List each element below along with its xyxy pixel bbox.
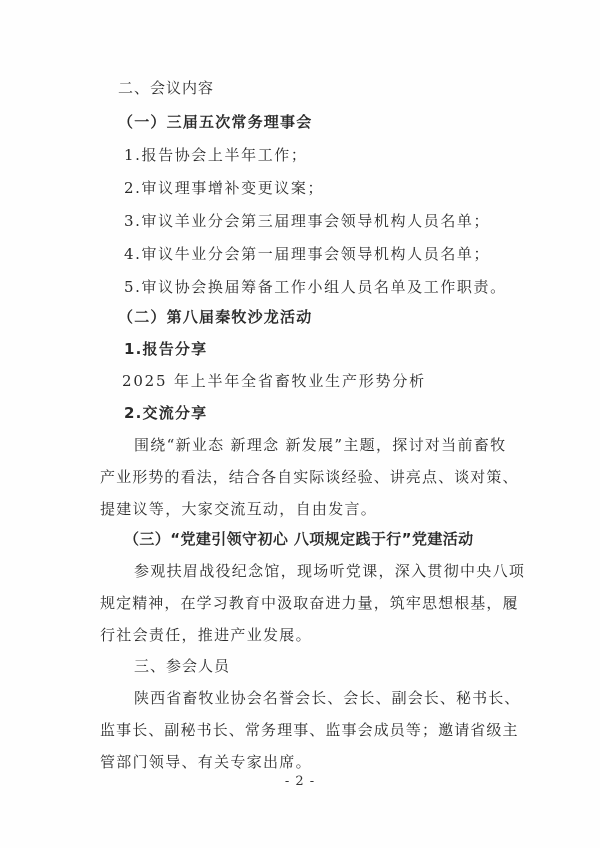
exchange-paragraph-line-1: 围绕“新业态 新理念 新发展”主题，探讨对当前畜牧: [134, 436, 507, 454]
agenda-item-1: 1.报告协会上半年工作；: [124, 146, 308, 164]
agenda-item-4: 4.审议牛业分会第一届理事会领导机构人员名单；: [124, 245, 491, 263]
subsection-heading-standing-council: （一）三届五次常务理事会: [118, 113, 313, 131]
agenda-item-3: 3.审议羊业分会第三届理事会领导机构人员名单；: [124, 212, 491, 230]
agenda-item-5: 5.审议协会换届筹备工作小组人员名单及工作职责。: [124, 278, 507, 296]
report-sharing-heading: 1.报告分享: [124, 340, 208, 358]
page-number: - 2 -: [284, 774, 316, 789]
report-title: 2025 年上半年全省畜牧业生产形势分析: [122, 372, 426, 390]
party-activity-line-3: 行社会责任，推进产业发展。: [100, 626, 312, 644]
section-heading-attendees: 三、参会人员: [134, 657, 231, 675]
agenda-item-2: 2.审议理事增补变更议案；: [124, 179, 325, 197]
section-heading-meeting-content: 二、会议内容: [118, 79, 215, 97]
attendees-line-3: 管部门领导、有关专家出席。: [100, 753, 312, 771]
party-activity-line-2: 规定精神，在学习教育中汲取奋进力量，筑牢思想根基，履: [100, 594, 519, 612]
party-activity-line-1: 参观扶眉战役纪念馆，现场听党课，深入贯彻中央八项: [134, 562, 526, 580]
attendees-line-1: 陕西省畜牧业协会名誉会长、会长、副会长、秘书长、: [134, 689, 521, 707]
exchange-paragraph-line-3: 提建议等，大家交流互动，自由发言。: [100, 500, 378, 518]
exchange-sharing-heading: 2.交流分享: [124, 404, 208, 422]
subsection-heading-salon: （二）第八届秦牧沙龙活动: [118, 308, 313, 326]
subsection-heading-party-activity: （三）“党建引领守初心 八项规定践于行”党建活动: [124, 530, 474, 548]
attendees-line-2: 监事长、副秘书长、常务理事、监事会成员等；邀请省级主: [100, 721, 519, 739]
exchange-paragraph-line-2: 产业形势的看法，结合各自实际谈经验、讲亮点、谈对策、: [100, 468, 519, 486]
